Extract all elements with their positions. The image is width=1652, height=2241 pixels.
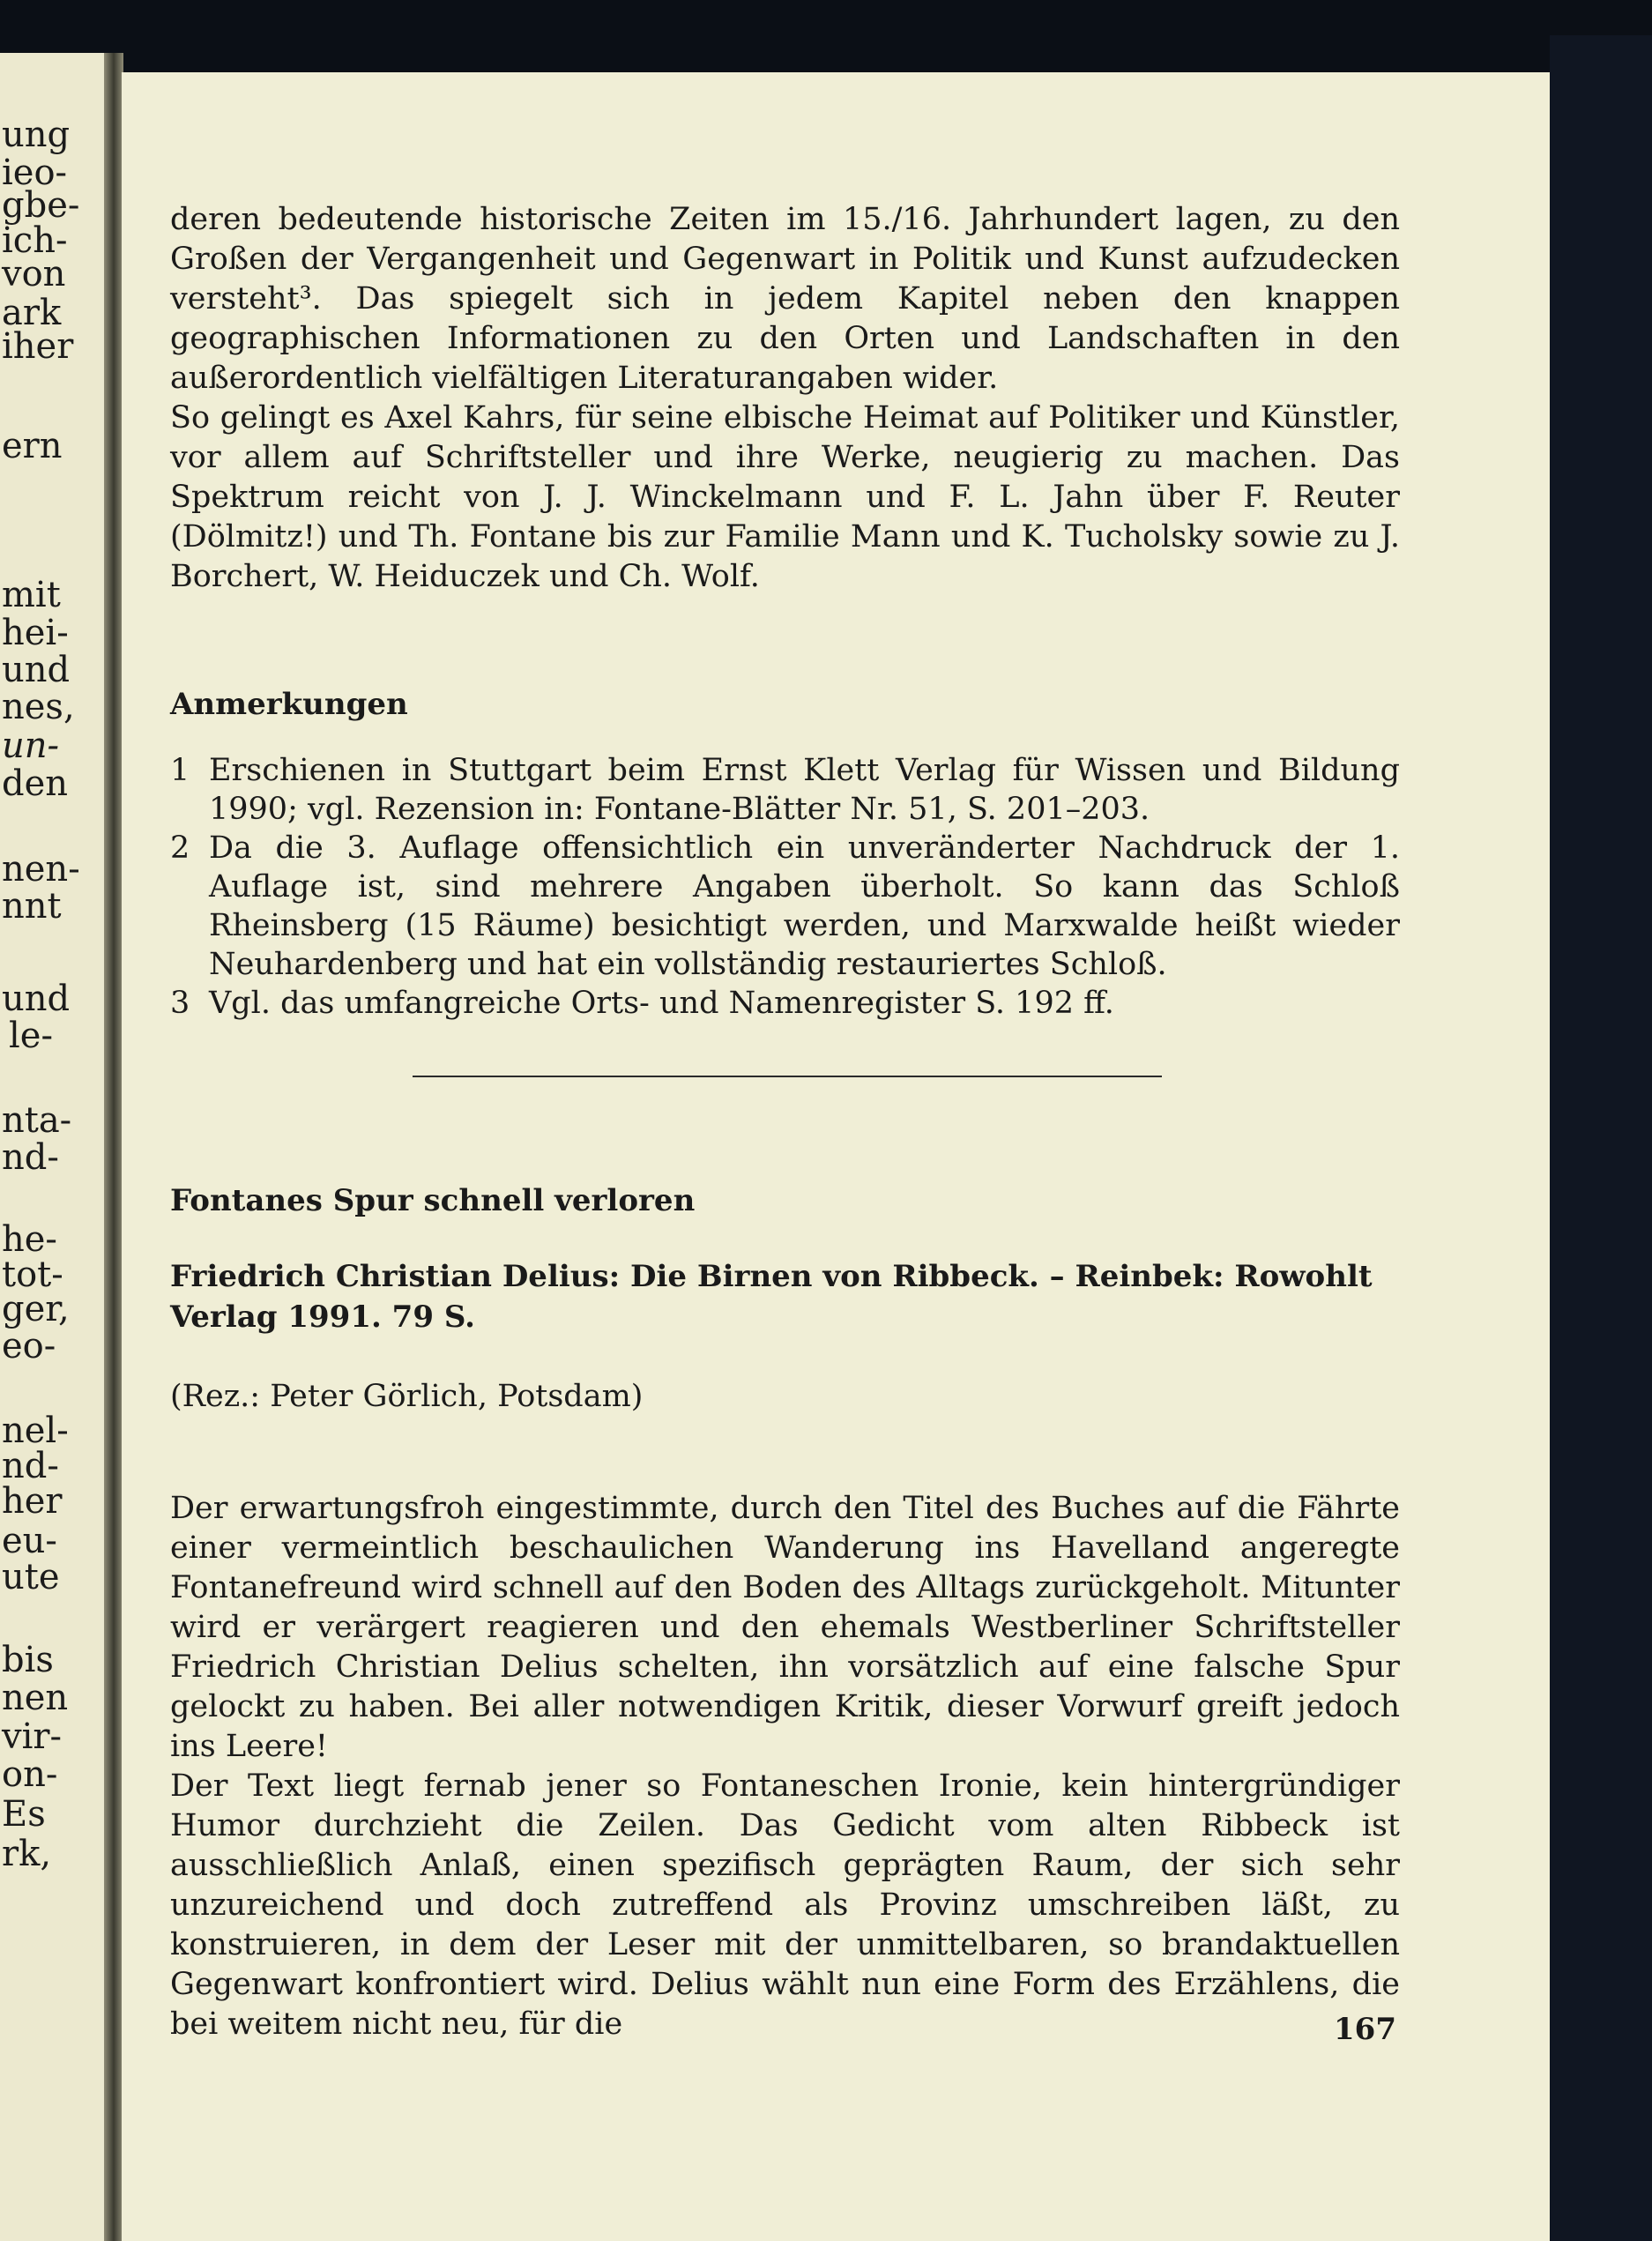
book-cover-edge	[1550, 35, 1652, 2241]
left-fragment: ark	[2, 293, 62, 333]
left-fragment: nnt	[2, 886, 62, 927]
left-page-edge	[0, 53, 113, 2241]
left-fragment: ute	[2, 1557, 60, 1597]
bibliographic-entry: Friedrich Christian Delius: Die Birnen von Ribbeck. – Reinbek: Rowohlt Verlag 1991. 79 S.	[170, 1259, 1373, 1335]
review-paragraph: deren bedeutende historische Zeiten im 15./16. Jahrhundert lagen, zu den Großen der Vergangenheit und Gegenwart in Politik und Kunst aufzudecken versteht³. Das spiegelt sich in jedem Kapitel neben den knappen geographischen Informationen zu den Orten und Landschaften in den außerordentlich vielfältigen Literaturangaben wider.	[170, 202, 1400, 396]
reviewer-credit: (Rez.: Peter Görlich, Potsdam)	[170, 1379, 644, 1414]
left-fragment: he-	[2, 1219, 57, 1260]
note-text: Erschienen in Stuttgart beim Ernst Klett Verlag für Wissen und Bildung 1990; vgl. Rezension in: Fontane-Blätter Nr. 51, S. 201–203.	[209, 753, 1400, 827]
note-number: 1	[170, 753, 190, 788]
left-fragment: ung	[2, 115, 71, 155]
note-text: Vgl. das umfangreiche Orts- und Namenregister S. 192 ff.	[209, 986, 1114, 1021]
notes-list	[170, 751, 1400, 1023]
left-fragment: her	[2, 1481, 63, 1522]
left-fragment: mit	[2, 575, 61, 615]
left-fragment: nel-	[2, 1411, 69, 1451]
note-item	[170, 751, 1400, 829]
left-fragment: bis	[2, 1640, 54, 1680]
left-fragment: eu-	[2, 1521, 57, 1561]
note-item	[170, 829, 1400, 984]
review-paragraph: So gelingt es Axel Kahrs, für seine elbische Heimat auf Politiker und Künstler, vor allem auf Schriftsteller und ihre Werke, neugierig zu machen. Das Spektrum reicht von J. J. Winckelmann und F. L. Jahn über F. Reuter (Dölmitz!) und Th. Fontane bis zur Familie Mann und K. Tucholsky sowie zu J. Borchert, W. Heiduczek und Ch. Wolf.	[170, 400, 1400, 594]
left-fragment: vir-	[2, 1716, 63, 1757]
left-fragment: rk,	[2, 1834, 52, 1874]
left-fragment: eo-	[2, 1326, 56, 1366]
left-fragment: nen	[2, 1678, 69, 1718]
left-fragment: von	[2, 254, 66, 294]
left-fragment: und	[2, 650, 71, 690]
left-fragment: Es	[2, 1794, 46, 1835]
left-fragment: ger,	[2, 1289, 70, 1329]
review-paragraph: Der Text liegt fernab jener so Fontaneschen Ironie, kein hintergründiger Humor durchzieht die Zeilen. Das Gedicht vom alten Ribbeck ist ausschließlich Anlaß, einen spezifisch geprägten Raum, der sich sehr unzureichend und doch zutreffend als Provinz umschreiben läßt, zu konstruieren, in dem der Leser mit der unmittelbaren, so brandaktuellen Gegenwart konfrontiert wird. Delius wählt nun eine Form des Erzählens, die bei weitem nicht neu, für die	[170, 1768, 1400, 2042]
left-fragment: nd-	[2, 1137, 59, 1178]
left-fragment: nd-	[2, 1446, 59, 1486]
note-number: 2	[170, 830, 190, 866]
notes-heading: Anmerkungen	[170, 687, 408, 722]
left-fragment: un-	[2, 726, 60, 766]
left-fragment: nta-	[2, 1100, 72, 1141]
left-fragment: on-	[2, 1754, 58, 1795]
left-fragment: gbe-	[2, 185, 80, 226]
review-paragraph: Der erwartungsfroh eingestimmte, durch den Titel des Buches auf die Fährte einer vermeintlich beschaulichen Wanderung ins Havelland angeregte Fontanefreund wird schnell auf den Boden des Alltags zurückgeholt. Mitunter wird er verärgert reagieren und den ehemals Westberliner Schriftsteller Friedrich Christian Delius schelten, ihn vorsätzlich auf eine falsche Spur gelockt zu haben. Bei aller notwendigen Kritik, dieser Vorwurf greift jedoch ins Leere!	[170, 1491, 1400, 1764]
page-number: 167	[1334, 2012, 1396, 2047]
left-fragment: ern	[2, 426, 63, 466]
left-fragment: nes,	[2, 687, 75, 727]
left-fragment: den	[2, 763, 69, 804]
left-fragment: tot-	[2, 1255, 63, 1295]
book-gutter	[104, 53, 123, 2241]
left-fragment: nen-	[2, 849, 80, 890]
review-title: Fontanes Spur schnell verloren	[170, 1183, 696, 1218]
left-fragment: le-	[9, 1016, 53, 1056]
left-fragment: iher	[2, 326, 74, 367]
left-fragment: hei-	[2, 613, 69, 653]
note-number: 3	[170, 986, 190, 1021]
left-fragment: und	[2, 979, 71, 1019]
left-fragment: ich-	[2, 220, 68, 261]
page-content	[170, 200, 1400, 2044]
left-fragment: ieo-	[2, 153, 68, 193]
note-text: Da die 3. Auflage offensichtlich ein unveränderter Nachdruck der 1. Auflage ist, sind mehrere Angaben überholt. So kann das Schloß Rheinsberg (15 Räume) besichtigt werden, und Marxwalde heißt wieder Neuhardenberg und hat ein vollständig restauriertes Schloß.	[209, 830, 1400, 982]
note-item	[170, 984, 1400, 1023]
book-page	[122, 72, 1550, 2241]
